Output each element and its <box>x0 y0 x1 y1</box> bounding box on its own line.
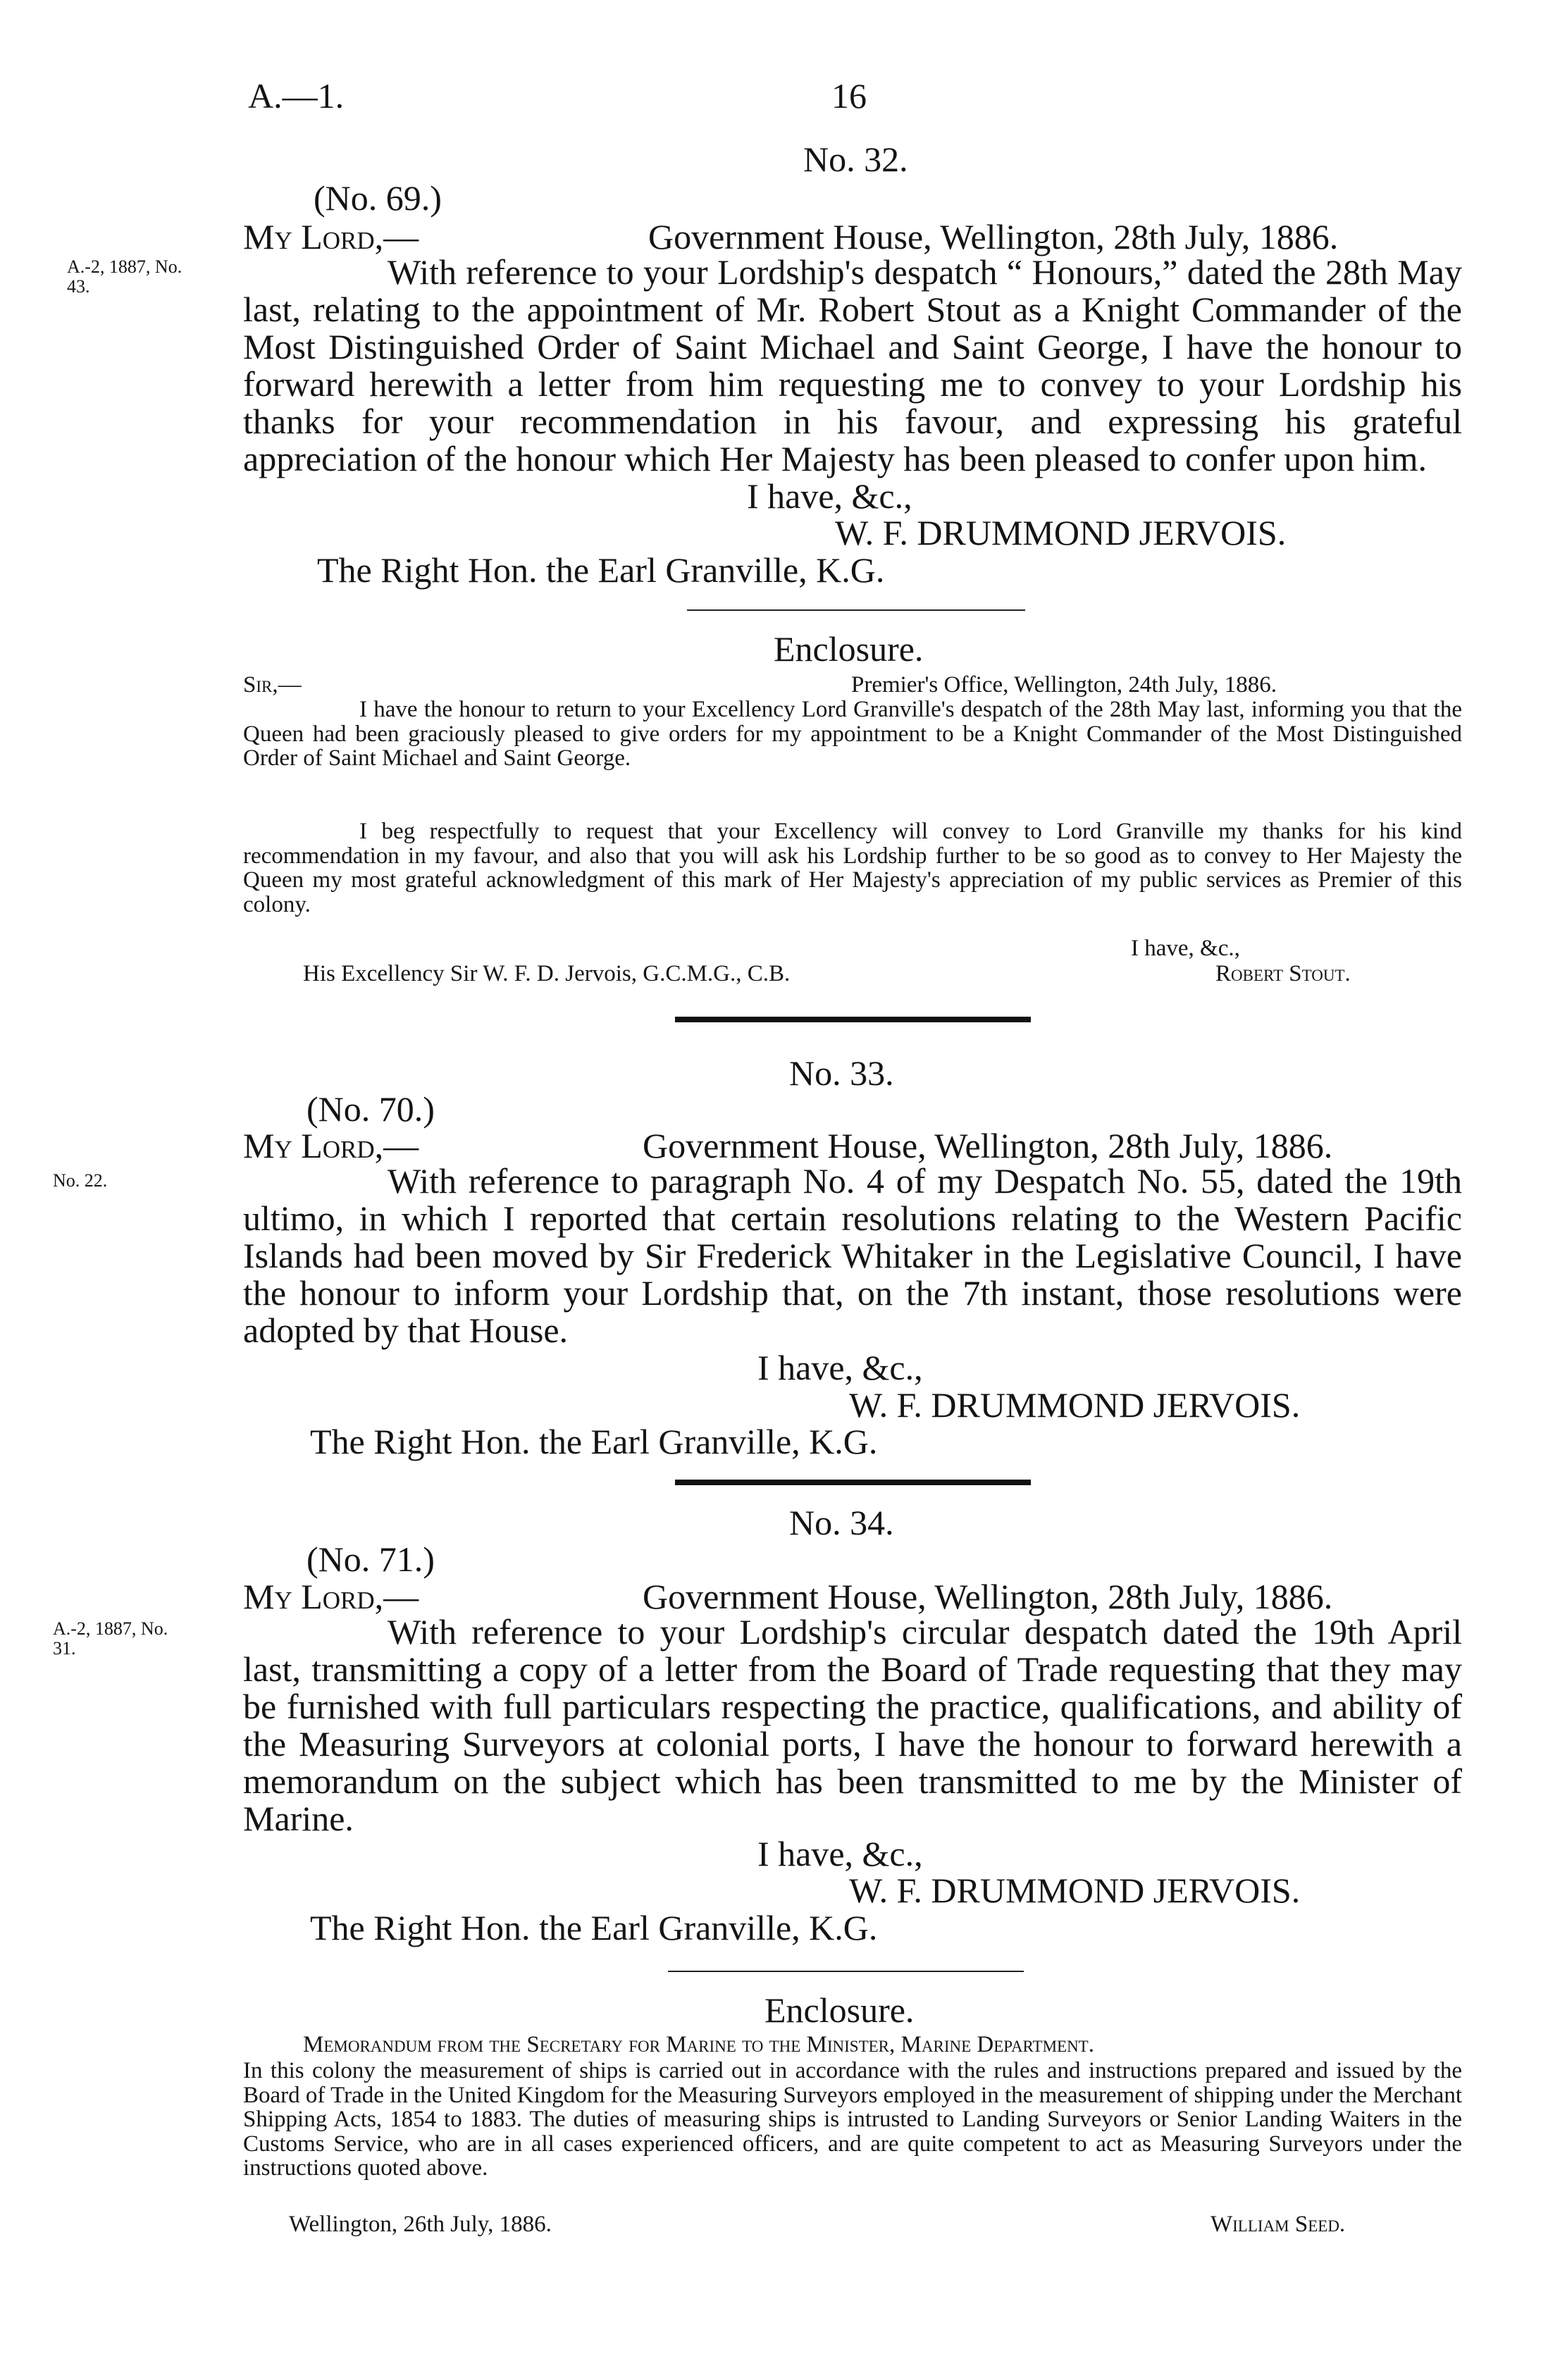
addressee: The Right Hon. the Earl Granville, K.G. <box>310 1422 878 1461</box>
place-date: Government House, Wellington, 28th July, 1886. <box>643 1577 1333 1616</box>
enclosure-paragraph: I have the honour to return to your Excellency Lord Granville's despatch of the 28th May last, informing you that the Queen had been graciously pleased to give orders for my appointment to be a Knight Commander of the Most Distinguished Order of Saint Michael and Saint George. <box>243 697 1462 771</box>
section-divider <box>675 1480 1031 1485</box>
memorandum-paragraph: In this colony the measurement of ships is carried out in accordance with the rules and instructions prepared and issued by the Board of Trade in the United Kingdom for the Measuring Surveyors employed in the measurement of shipping under the Merchant Shipping Acts, 1854 to 1883. The duties of measuring ships is intrusted to Landing Surveyors or Senior Landing Waiters in the Customs Service, who are in all cases experienced officers, and are quite competent to act as Measuring Surveyors under the instructions quoted above. <box>243 2058 1462 2181</box>
place-date: Government House, Wellington, 28th July, 1886. <box>643 1126 1333 1165</box>
signature: W. F. DRUMMOND JERVOIS. <box>849 1871 1301 1910</box>
addressee: The Right Hon. the Earl Granville, K.G. <box>310 1908 878 1947</box>
enclosure-closing: I have, &c., <box>1131 936 1240 961</box>
enclosure-addressee: His Excellency Sir W. F. D. Jervois, G.C.M.G., C.B. <box>303 961 791 986</box>
closing: I have, &c., <box>757 1834 923 1873</box>
section-divider <box>675 1017 1031 1022</box>
place-date: Government House, Wellington, 28th July, 1886. <box>648 217 1339 256</box>
memorandum-place-date: Wellington, 26th July, 1886. <box>289 2212 552 2237</box>
salutation: My Lord,— <box>243 217 419 256</box>
memorandum-signature: William Seed. <box>1210 2212 1346 2237</box>
memorandum-heading: Memorandum from the Secretary for Marine to the Minister, Marine Department. <box>303 2032 1094 2057</box>
enclosure-paragraph: I beg respectfully to request that your Excellency will convey to Lord Granville my thanks for his kind recommendation in my favour, and also that you will ask his Lordship further to be so good as to convey to Her Majesty the Queen my most grateful acknowledgment of this mark of Her Majesty's appreciation of my public services as Premier of this colony. <box>243 819 1462 917</box>
page-number: 16 <box>831 76 867 116</box>
letter-title: No. 32. <box>803 140 908 179</box>
salutation: My Lord,— <box>243 1126 419 1165</box>
enclosure-signature: Robert Stout. <box>1215 961 1351 986</box>
letter-ref: (No. 69.) <box>314 178 442 218</box>
signature: W. F. DRUMMOND JERVOIS. <box>835 513 1287 552</box>
enclosure-place-date: Premier's Office, Wellington, 24th July, 1886. <box>851 672 1277 698</box>
letter-body: With reference to your Lordship's despatch “ Honours,” dated the 28th May last, relating to the appointment of Mr. Robert Stout as a Knight Commander of the Most Distinguished Order of Saint Michael and Saint George, I have the honour to forward herewith a letter from him requesting me to convey to your Lordship his thanks for your recommendation in his favour, and expressing his grateful appreciation of the honour which Her Majesty has been pleased to confer upon him. <box>243 252 1462 478</box>
margin-note: A.-2, 1887, No. 31. <box>53 1618 168 1659</box>
letter-ref: (No. 71.) <box>306 1539 435 1579</box>
letter-title: No. 33. <box>789 1053 894 1093</box>
divider <box>687 609 1025 611</box>
letter-body: With reference to your Lordship's circular despatch dated the 19th April last, transmitting a copy of a letter from the Board of Trade requesting that they may be furnished with full particulars respecting the practice, qualifications, and ability of the Measuring Surveyors at colonial ports, I have the honour to forward herewith a memorandum on the subject which has been transmitted to me by the Minister of Marine. <box>243 1612 1462 1838</box>
enclosure-title: Enclosure. <box>774 629 924 669</box>
enclosure-title: Enclosure. <box>764 1990 915 2030</box>
letter-ref: (No. 70.) <box>306 1089 435 1129</box>
margin-note: No. 22. <box>53 1170 108 1191</box>
salutation: My Lord,— <box>243 1577 419 1616</box>
signature: W. F. DRUMMOND JERVOIS. <box>849 1385 1301 1425</box>
closing: I have, &c., <box>757 1348 923 1387</box>
margin-note: A.-2, 1887, No. 43. <box>67 256 182 297</box>
enclosure-salutation: Sir,— <box>243 672 302 698</box>
letter-body: With reference to paragraph No. 4 of my Despatch No. 55, dated the 19th ultimo, in which I reported that certain resolutions relating to the Western Pacific Islands had been moved by Sir Frederick Whitaker in the Legislative Council, I have the honour to inform your Lordship that, on the 7th instant, those resolutions were adopted by that House. <box>243 1161 1462 1350</box>
divider <box>668 1971 1024 1972</box>
closing: I have, &c., <box>747 476 912 516</box>
series-label: A.—1. <box>248 76 345 116</box>
letter-title: No. 34. <box>789 1503 894 1542</box>
addressee: The Right Hon. the Earl Granville, K.G. <box>317 550 885 590</box>
